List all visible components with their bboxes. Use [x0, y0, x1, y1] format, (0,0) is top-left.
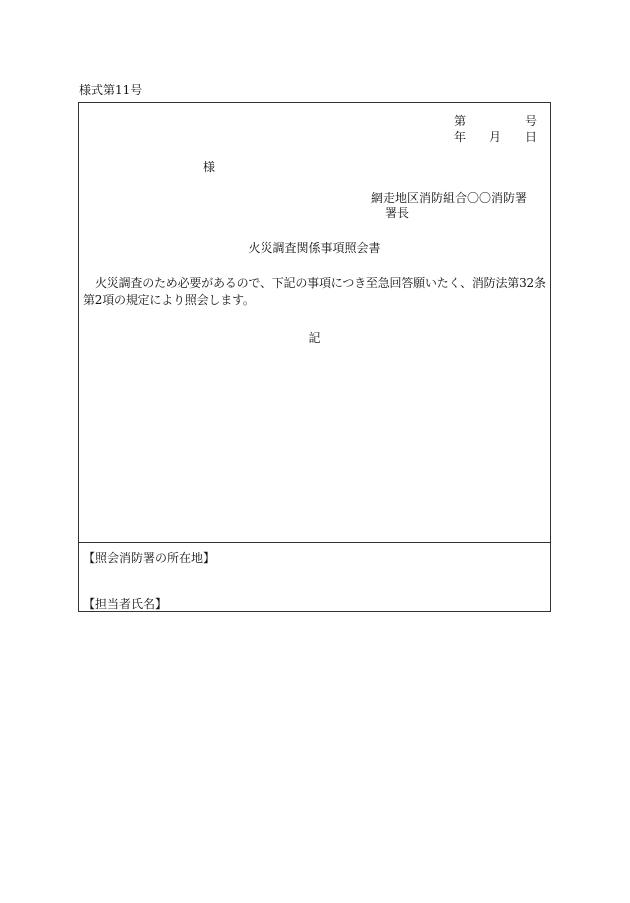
person-in-charge-label: 【担当者氏名】: [83, 597, 168, 611]
form-frame: [78, 102, 551, 612]
addressee-honorific: 様: [203, 160, 216, 174]
date-year-label: 年: [454, 130, 467, 144]
document-number-prefix: 第: [454, 114, 467, 128]
form-number: 様式第11号: [79, 83, 143, 97]
inquiry-section: [79, 103, 550, 543]
date-month-label: 月: [489, 130, 502, 144]
document-number-suffix: 号: [525, 114, 538, 128]
sender-title: 署長: [385, 206, 410, 220]
document-title: 火災調査関係事項照会書: [248, 241, 381, 255]
station-location-label: 【照会消防署の所在地】: [83, 551, 216, 565]
sender-organization: 網走地区消防組合〇〇消防署: [371, 191, 528, 205]
ki-heading: 記: [308, 331, 321, 345]
date-day-label: 日: [525, 130, 538, 144]
body-text: 火災調査のため必要があるので、下記の事項につき至急回答願いたく、消防法第32条第2項の規定により照会します。: [83, 276, 546, 307]
contact-section: [79, 543, 550, 611]
